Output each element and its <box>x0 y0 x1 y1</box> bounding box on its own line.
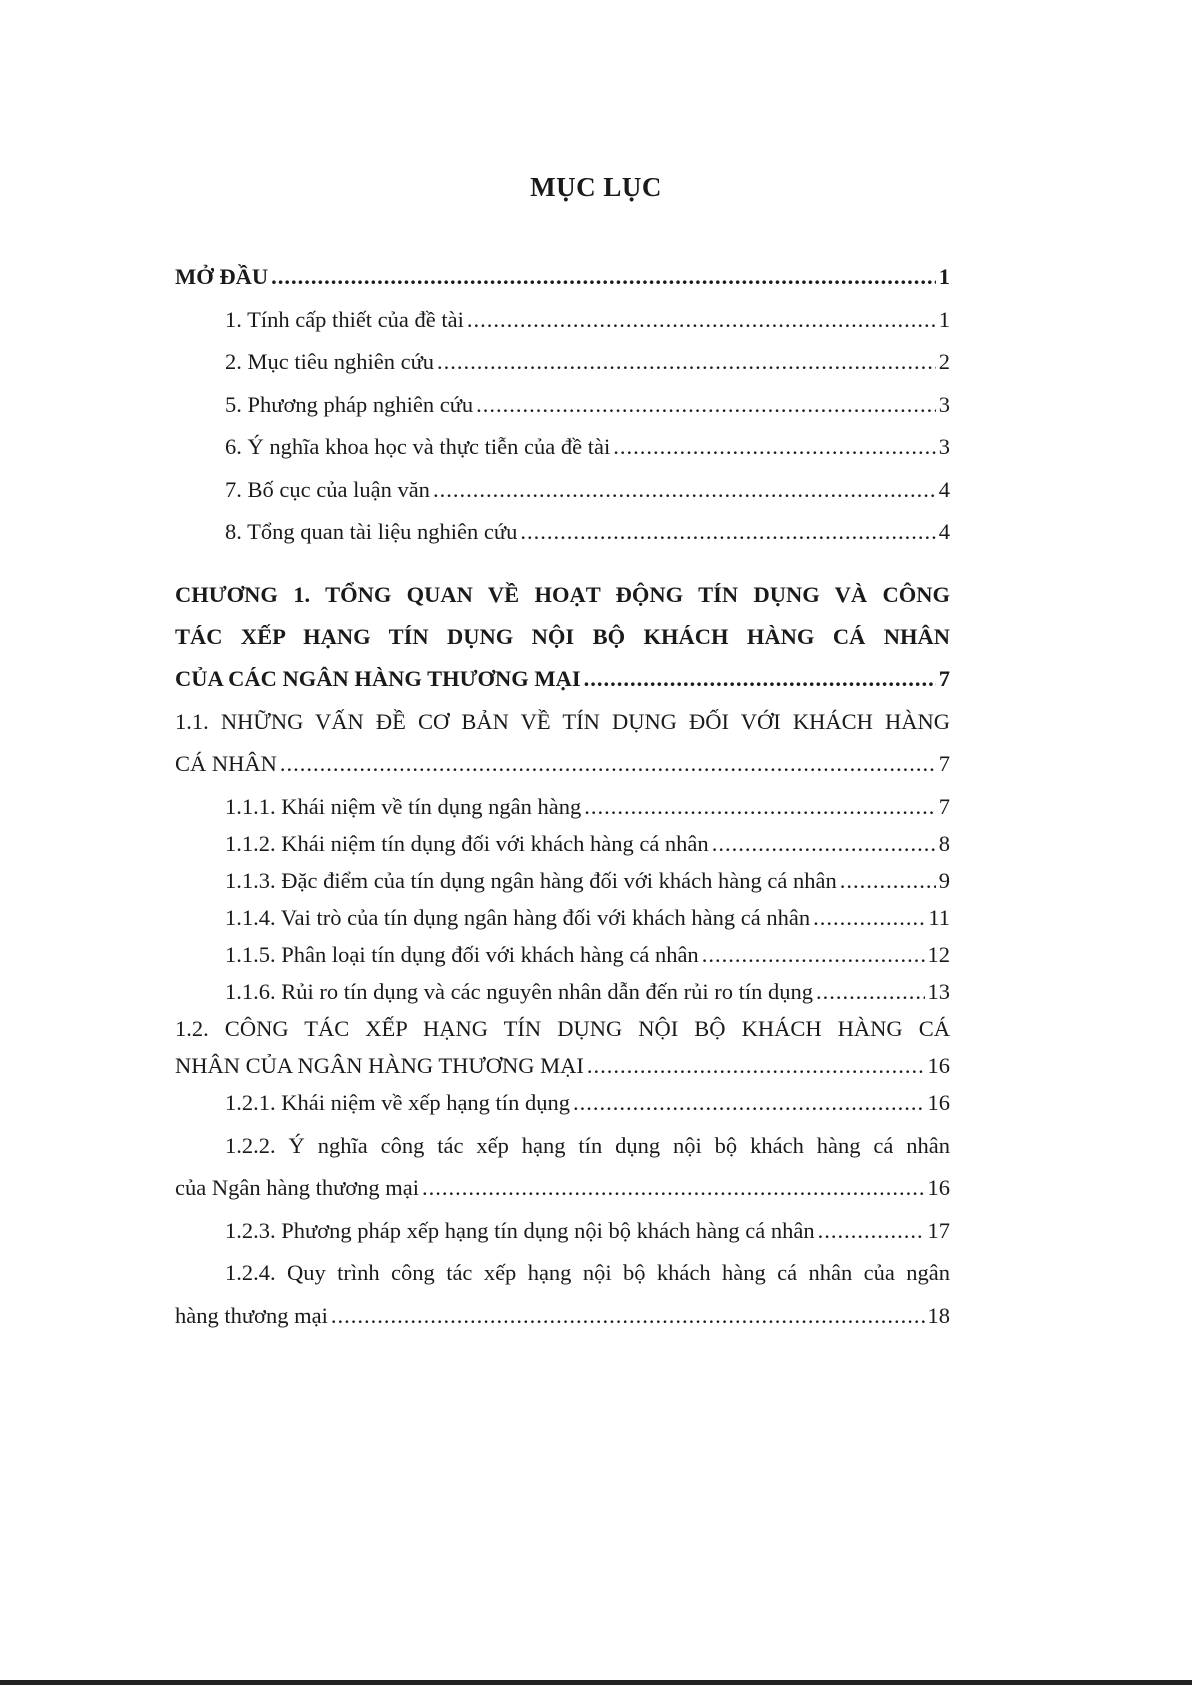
dot-leader <box>702 940 925 970</box>
toc-entry[interactable] <box>225 903 950 933</box>
toc-page-number: 7 <box>938 751 950 776</box>
toc-entry[interactable] <box>225 432 950 462</box>
dot-leader <box>280 749 936 779</box>
toc-entry-text: 2. Mục tiêu nghiên cứu <box>225 349 435 374</box>
toc-entry-text: 1.1.2. Khái niệm tín dụng đối với khách hàng cá nhân <box>225 831 709 856</box>
toc-entry-text: 1.1.4. Vai trò của tín dụng ngân hàng đối với khách hàng cá nhân <box>225 905 811 930</box>
toc-entry-text: 6. Ý nghĩa khoa học và thực tiễn của đề tài <box>225 434 611 459</box>
toc-page-number: 7 <box>938 794 950 819</box>
dot-leader <box>437 347 936 377</box>
dot-leader <box>813 903 925 933</box>
dot-leader <box>818 1216 925 1246</box>
toc-page-number: 16 <box>927 1090 950 1115</box>
toc-entry-text: CÁ NHÂN <box>175 751 277 776</box>
toc-page-number: 1 <box>938 307 950 332</box>
toc-entry-text: 1.2.3. Phương pháp xếp hạng tín dụng nội bộ khách hàng cá nhân <box>225 1218 815 1243</box>
dot-leader <box>520 517 935 547</box>
toc-entry-text: của Ngân hàng thương mại <box>175 1175 420 1200</box>
toc-page-number: 11 <box>928 905 950 930</box>
dot-leader <box>331 1301 925 1331</box>
toc-entry-section-1-1[interactable] <box>175 749 950 779</box>
toc-entry-text: 7. Bố cục của luận văn <box>225 477 430 502</box>
toc-chapter-line: CHƯƠNG 1. TỔNG QUAN VỀ HOẠT ĐỘNG TÍN DỤNG VÀ CÔNG <box>175 582 950 607</box>
toc-entry-text: CỦA CÁC NGÂN HÀNG THƯƠNG MẠI <box>175 666 581 691</box>
toc-entry-text: 1.1.3. Đặc điểm của tín dụng ngân hàng đối với khách hàng cá nhân <box>225 868 837 893</box>
toc-page-number: 7 <box>938 666 950 691</box>
toc-page-number: 3 <box>938 392 950 417</box>
dot-leader <box>840 866 936 896</box>
dot-leader <box>271 262 936 292</box>
toc-entry[interactable] <box>225 977 950 1007</box>
toc-entry-text: 5. Phương pháp nghiên cứu <box>225 392 474 417</box>
dot-leader <box>613 432 936 462</box>
toc-page-number: 9 <box>938 868 950 893</box>
toc-entry[interactable] <box>175 1173 950 1203</box>
toc-entry-text: MỞ ĐẦU <box>175 264 269 289</box>
toc-page-number: 16 <box>927 1053 950 1078</box>
toc-entry-section-1-2[interactable] <box>175 1051 950 1081</box>
dot-leader <box>467 305 936 335</box>
toc-entry[interactable] <box>225 390 950 420</box>
toc-entry-text: 1. Tính cấp thiết của đề tài <box>225 307 464 332</box>
toc-entry[interactable] <box>225 1088 950 1118</box>
dot-leader <box>422 1173 924 1203</box>
dot-leader <box>816 977 924 1007</box>
toc-page-number: 17 <box>927 1218 950 1243</box>
toc-entry[interactable] <box>225 517 950 547</box>
toc-entry[interactable] <box>225 829 950 859</box>
toc-page-number: 8 <box>938 831 950 856</box>
page-title: MỤC LỤC <box>530 172 662 202</box>
toc-entry-text: 1.1.6. Rủi ro tín dụng và các nguyên nhân dẫn đến rủi ro tín dụng <box>225 979 814 1004</box>
dot-leader <box>712 829 936 859</box>
dot-leader <box>584 664 936 694</box>
toc-entry-text: 8. Tổng quan tài liệu nghiên cứu <box>225 519 518 544</box>
toc-entry-mo-dau[interactable] <box>175 262 950 292</box>
toc-entry[interactable] <box>225 305 950 335</box>
toc-entry[interactable] <box>175 1301 950 1331</box>
toc-subsection-line: 1.2.2. Ý nghĩa công tác xếp hạng tín dụng nội bộ khách hàng cá nhân <box>225 1133 950 1158</box>
toc-page-number: 12 <box>927 942 950 967</box>
dot-leader <box>433 475 936 505</box>
toc-subsection-line: 1.2.4. Quy trình công tác xếp hạng nội bộ khách hàng cá nhân của ngân <box>225 1260 950 1285</box>
dot-leader <box>573 1088 925 1118</box>
toc-page-number: 18 <box>927 1303 950 1328</box>
toc-page-number: 4 <box>938 477 950 502</box>
toc-entry-chapter-1[interactable] <box>175 664 950 694</box>
toc-page-number: 4 <box>938 519 950 544</box>
toc-entry[interactable] <box>225 347 950 377</box>
toc-entry-text: hàng thương mại <box>175 1303 328 1328</box>
toc-entry[interactable] <box>225 940 950 970</box>
toc-page-number: 3 <box>938 434 950 459</box>
toc-page-number: 16 <box>927 1175 950 1200</box>
toc-entry-text: 1.1.1. Khái niệm về tín dụng ngân hàng <box>225 794 582 819</box>
toc-entry-text: 1.2.1. Khái niệm về xếp hạng tín dụng <box>225 1090 570 1115</box>
toc-entry[interactable] <box>225 475 950 505</box>
dot-leader <box>476 390 936 420</box>
dot-leader <box>587 1051 925 1081</box>
toc-entry-text: 1.1.5. Phân loại tín dụng đối với khách hàng cá nhân <box>225 942 699 967</box>
toc-entry[interactable] <box>225 1216 950 1246</box>
toc-page-number: 13 <box>927 979 950 1004</box>
toc-entry[interactable] <box>225 866 950 896</box>
toc-entry-text: NHÂN CỦA NGÂN HÀNG THƯƠNG MẠI <box>175 1053 584 1078</box>
page-bottom-edge <box>0 1680 1192 1685</box>
toc-chapter-line: TÁC XẾP HẠNG TÍN DỤNG NỘI BỘ KHÁCH HÀNG CÁ NHÂN <box>175 624 950 649</box>
toc-section-line: 1.2. CÔNG TÁC XẾP HẠNG TÍN DỤNG NỘI BỘ KHÁCH HÀNG CÁ <box>175 1016 950 1041</box>
toc-page-number: 2 <box>938 349 950 374</box>
toc-page-number: 1 <box>938 264 950 289</box>
toc-entry[interactable] <box>225 792 950 822</box>
dot-leader <box>584 792 936 822</box>
toc-section-line: 1.1. NHỮNG VẤN ĐỀ CƠ BẢN VỀ TÍN DỤNG ĐỐI VỚI KHÁCH HÀNG <box>175 709 950 734</box>
